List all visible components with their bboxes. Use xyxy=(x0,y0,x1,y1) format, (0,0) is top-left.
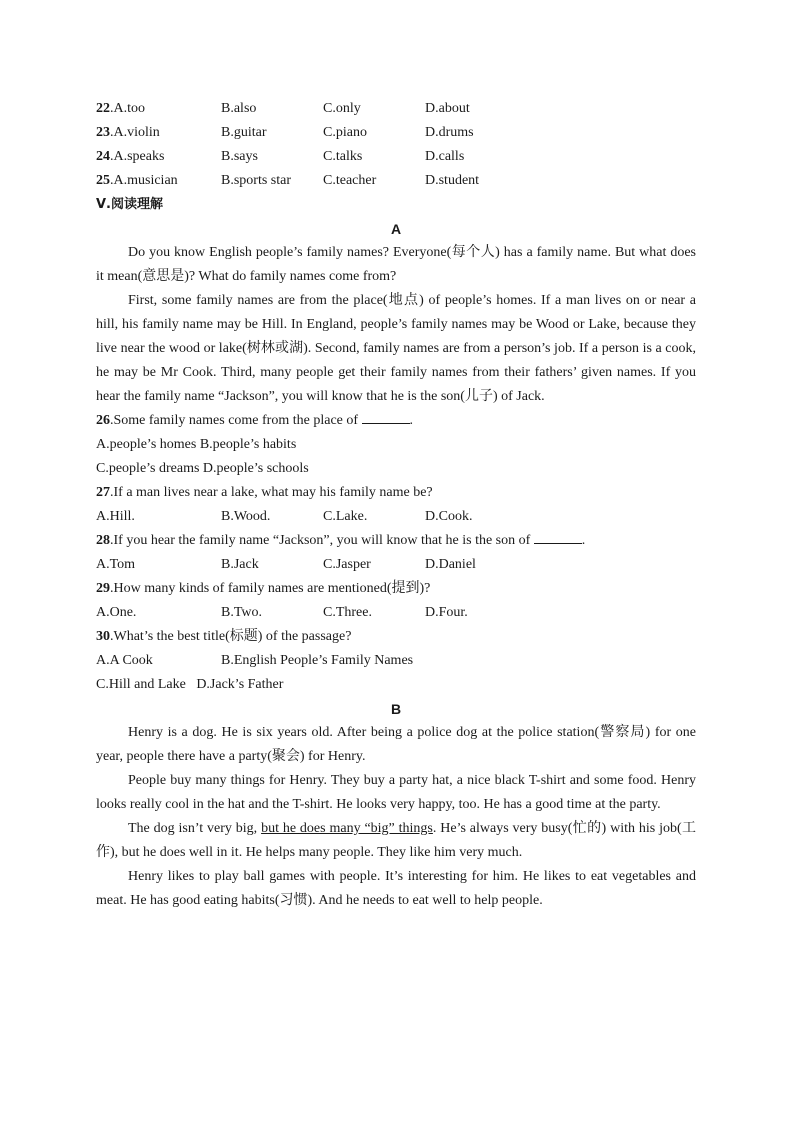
option-d: D.Daniel xyxy=(425,557,476,572)
option-c: C.teacher xyxy=(323,173,377,188)
question-number: 24 xyxy=(96,149,110,164)
question-number: 29 xyxy=(96,581,110,596)
option-a: .A.too xyxy=(110,101,145,116)
underlined-phrase: but he does many “big” things xyxy=(261,821,433,836)
paragraph-text: The dog isn’t very big, xyxy=(128,821,262,836)
option-b: B.Two. xyxy=(221,605,263,620)
option-c: C.Hill and Lake xyxy=(96,677,186,692)
question-29-options xyxy=(96,601,696,625)
question-29-stem xyxy=(96,577,696,601)
section-title: Ⅴ.阅读理解 xyxy=(96,197,163,212)
passage-b-paragraph-3 xyxy=(96,817,696,865)
option-a: A.Tom xyxy=(96,557,136,572)
question-24 xyxy=(96,145,696,169)
option-c: C.only xyxy=(323,101,361,116)
question-number: 25 xyxy=(96,173,110,188)
option-c: C.talks xyxy=(323,149,363,164)
question-27-options xyxy=(96,505,696,529)
question-26-stem xyxy=(96,409,696,433)
option-b: B.says xyxy=(221,149,258,164)
question-26-options-2 xyxy=(96,457,696,481)
question-22 xyxy=(96,97,696,121)
option-a: .A.violin xyxy=(110,125,160,140)
option-a: A.A Cook xyxy=(96,653,153,668)
paragraph-text-end: . He’s always very busy(忙的) with his job(工作), but he does well in it. He helps many people. They like him very much. xyxy=(96,821,696,860)
passage-b-paragraph-1: Henry is a dog. He is six years old. After being a police dog at the police station(警察局) for one year, people there have a party(聚会) for Henry. xyxy=(96,725,696,764)
passage-a-paragraph-2: First, some family names are from the place(地点) of people’s homes. If a man lives on or near a hill, his family name may be Hill. In England, people’s family names may be Wood or Lake, because they live near the wood or lake(树林或湖). Second, family names are from a person’s job. If a person is a cook, he may be Mr Cook. Third, many people get their family names from their fathers’ given names. If you hear the family name “Jackson”, you will know that he is the son(儿子) of Jack. xyxy=(96,293,696,404)
option-d: D.Cook. xyxy=(425,509,473,524)
option-d: D.student xyxy=(425,173,480,188)
option-b: B.guitar xyxy=(221,125,267,140)
question-text: .If you hear the family name “Jackson”, you will know that he is the son of xyxy=(110,533,534,548)
passage-b-paragraph-4: Henry likes to play ball games with people. It’s interesting for him. He likes to eat vegetables and meat. He has good eating habits(习惯). And he needs to eat well to help people. xyxy=(96,869,696,908)
option-d: D.Four. xyxy=(425,605,468,620)
passage-a-heading: A xyxy=(390,221,402,237)
question-text: .If a man lives near a lake, what may his family name be? xyxy=(110,485,433,500)
question-28-options xyxy=(96,553,696,577)
option-d: D.people’s schools xyxy=(202,461,309,476)
question-text: .How many kinds of family names are mentioned(提到)? xyxy=(110,581,431,596)
option-d: D.drums xyxy=(425,125,474,140)
option-b: B.sports star xyxy=(221,173,291,188)
option-c: C.piano xyxy=(323,125,367,140)
question-number: 28 xyxy=(96,533,110,548)
option-d: D.Jack’s Father xyxy=(196,677,284,692)
option-c: C.Lake. xyxy=(323,509,368,524)
question-number: 30 xyxy=(96,629,110,644)
option-a: A.Hill. xyxy=(96,509,135,524)
option-a: A.One. xyxy=(96,605,137,620)
question-text: .Some family names come from the place of xyxy=(110,413,362,428)
option-c: C.people’s dreams xyxy=(96,461,200,476)
option-c: C.Three. xyxy=(323,605,372,620)
worksheet-page xyxy=(96,97,696,913)
question-30-stem xyxy=(96,625,696,649)
option-d: D.calls xyxy=(425,149,465,164)
passage-b-paragraph-2: People buy many things for Henry. They buy a party hat, a nice black T-shirt and some food. Henry looks really cool in the hat and the T-shirt. He looks very happy, too. He has a good time at the party. xyxy=(96,773,696,812)
option-b: B.people’s habits xyxy=(199,437,297,452)
question-number: 27 xyxy=(96,485,110,500)
option-c: C.Jasper xyxy=(323,557,371,572)
question-number: 26 xyxy=(96,413,110,428)
question-30-options-1 xyxy=(96,649,696,673)
option-b: B.English People’s Family Names xyxy=(221,653,414,668)
question-27-stem xyxy=(96,481,696,505)
answer-blank xyxy=(362,409,410,424)
question-number: 22 xyxy=(96,101,110,116)
question-30-options-2 xyxy=(96,673,696,697)
question-23 xyxy=(96,121,696,145)
passage-b xyxy=(96,721,696,913)
option-a: A.people’s homes xyxy=(96,437,197,452)
question-28-stem xyxy=(96,529,696,553)
passage-a xyxy=(96,241,696,409)
question-number: 23 xyxy=(96,125,110,140)
question-text-end: . xyxy=(409,413,414,428)
passage-a-paragraph-1: Do you know English people’s family names? Everyone(每个人) has a family name. But what does it mean(意思是)? What do family names come from? xyxy=(96,245,696,284)
option-a: .A.speaks xyxy=(110,149,165,164)
passage-b-heading: B xyxy=(390,701,402,717)
option-b: B.Wood. xyxy=(221,509,271,524)
option-b: B.also xyxy=(221,101,257,116)
question-25 xyxy=(96,169,696,193)
option-d: D.about xyxy=(425,101,470,116)
question-text: .What’s the best title(标题) of the passage? xyxy=(110,629,352,644)
question-26-options-1 xyxy=(96,433,696,457)
answer-blank xyxy=(534,529,582,544)
option-b: B.Jack xyxy=(221,557,259,572)
question-text-end: . xyxy=(581,533,586,548)
option-a: .A.musician xyxy=(110,173,178,188)
